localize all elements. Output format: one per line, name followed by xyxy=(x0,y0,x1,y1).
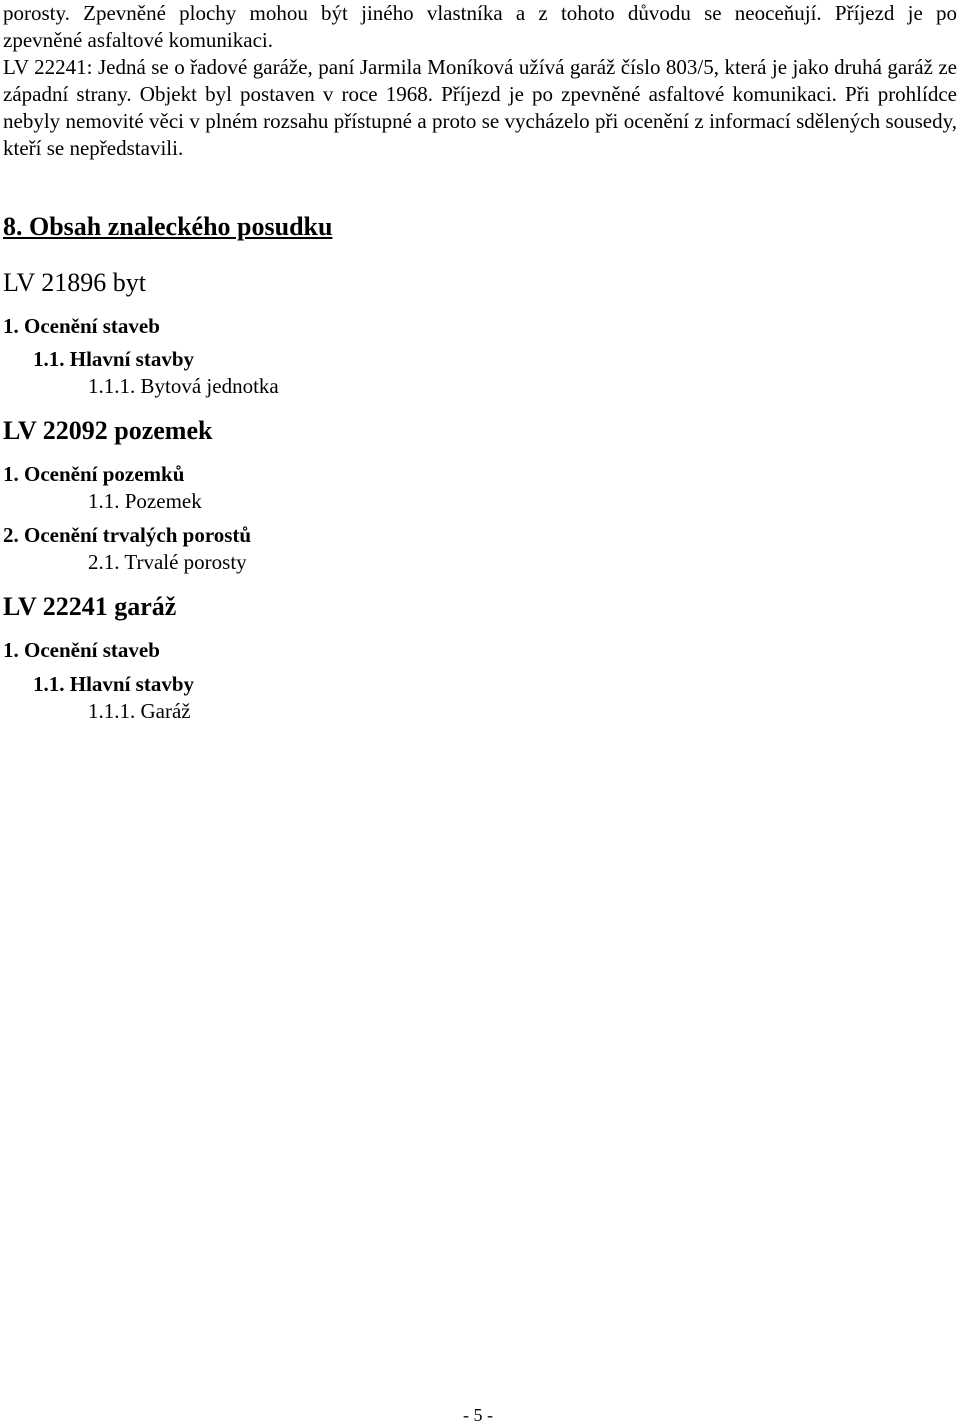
paragraph-line: zpevněné asfaltové komunikaci. xyxy=(3,28,273,52)
lv-heading-garage: LV 22241 garáž xyxy=(3,592,177,621)
contents-heading: 1. Ocenění staveb xyxy=(3,638,160,662)
contents-item: 2.1. Trvalé porosty xyxy=(88,550,247,574)
paragraph-line: porosty. Zpevněné plochy mohou být jiného vlastníka a z tohoto důvodu se neoceňují. Příjezd je po xyxy=(3,1,957,25)
paragraph-garage: LV 22241: Jedná se o řadové garáže, paní Jarmila Moníková užívá garáž číslo 803/5, která je jako druhá garáž ze západní strany. Objekt byl postaven v roce 1968. Příjezd je po zpevněné asfaltové komunikaci. Při prohlídce nebyly nemovité věci v plném rozsahu přístupné a proto se vycházelo při ocenění z informací sdělených sousedy, kteří se nepředstavili. xyxy=(3,55,957,160)
contents-heading: 2. Ocenění trvalých porostů xyxy=(3,523,252,547)
contents-heading: 1. Ocenění pozemků xyxy=(3,462,185,486)
contents-item: 1.1. Pozemek xyxy=(88,489,202,513)
contents-item: 1.1.1. Bytová jednotka xyxy=(88,374,279,398)
contents-item: 1.1.1. Garáž xyxy=(88,699,191,723)
contents-heading: 1. Ocenění staveb xyxy=(3,314,160,338)
contents-subheading: 1.1. Hlavní stavby xyxy=(33,347,195,371)
lv-heading-land: LV 22092 pozemek xyxy=(3,416,213,445)
lv-heading-apartment: LV 21896 byt xyxy=(3,268,147,297)
body-text xyxy=(3,0,957,162)
contents-subheading: 1.1. Hlavní stavby xyxy=(33,672,195,696)
page-number: - 5 - xyxy=(463,1405,493,1425)
section-title: 8. Obsah znaleckého posudku xyxy=(3,212,333,241)
